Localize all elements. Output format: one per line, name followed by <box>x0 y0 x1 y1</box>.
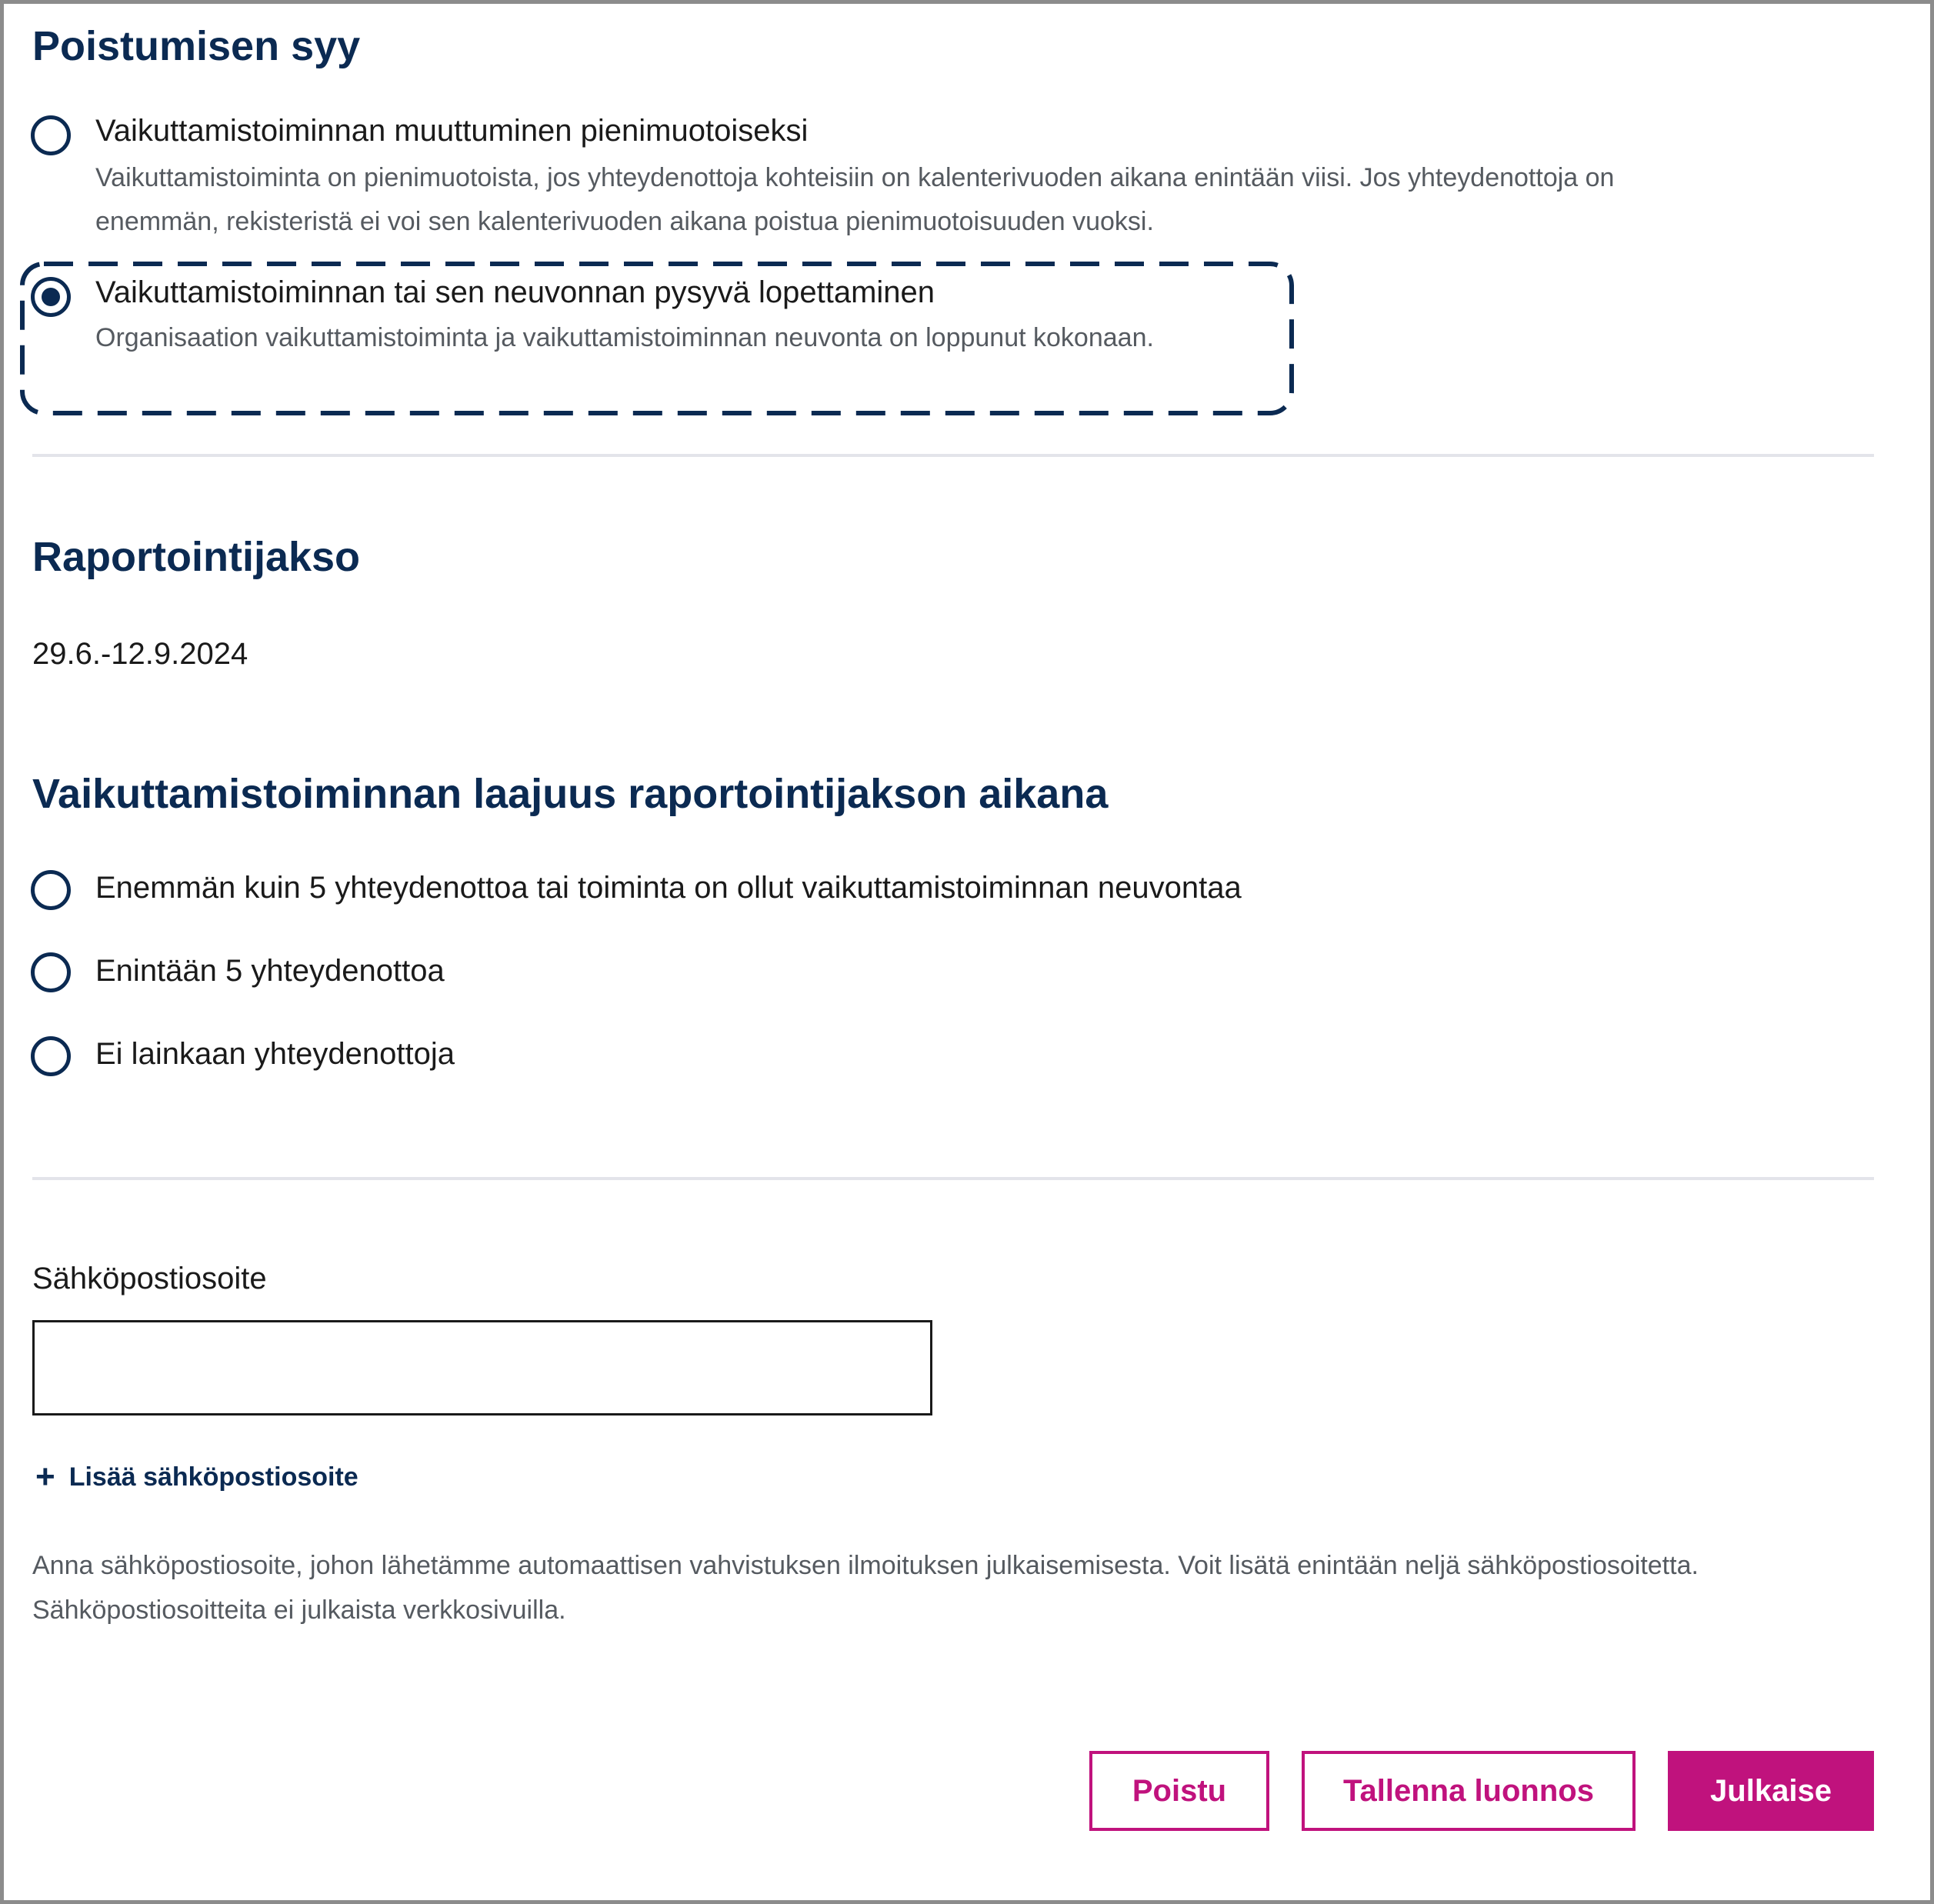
scope-radio-more-than-5[interactable] <box>31 870 71 910</box>
email-field-label: Sähköpostiosoite <box>32 1262 267 1295</box>
exit-reason-option-label[interactable]: Vaikuttamistoiminnan muuttuminen pienimuotoiseksi <box>95 114 809 148</box>
help-line: Anna sähköpostiosoite, johon lähetämme automaattisen vahvistuksen ilmoituksen julkaisemisesta. Voit lisätä enintään neljä sähköpostiosoitetta. <box>32 1551 1699 1580</box>
exit-button[interactable]: Poistu <box>1089 1751 1269 1831</box>
email-help-text <box>32 1543 1894 1632</box>
description-line: Vaikuttamistoiminta on pienimuotoista, jos yhteydenottoja kohteisiin on kalenterivuoden aikana enintään viisi. Jos yhteydenottoja on <box>95 163 1615 192</box>
scope-radio-at-most-5[interactable] <box>31 952 71 992</box>
exit-reason-radio-small-scale[interactable] <box>31 115 71 155</box>
reporting-period-heading: Raportointijakso <box>32 534 361 580</box>
scope-heading: Vaikuttamistoiminnan laajuus raportointijakson aikana <box>32 771 1109 817</box>
scope-option-label[interactable]: Enemmän kuin 5 yhteydenottoa tai toiminta on ollut vaikuttamistoiminnan neuvontaa <box>95 871 1242 905</box>
description-line: Organisaation vaikuttamistoiminta ja vaikuttamistoiminnan neuvonta on loppunut kokonaan. <box>95 323 1154 352</box>
scope-option-label[interactable]: Enintään 5 yhteydenottoa <box>95 954 445 988</box>
save-draft-button[interactable]: Tallenna luonnos <box>1302 1751 1636 1831</box>
description-line: enemmän, rekisteristä ei voi sen kalenterivuoden aikana poistua pienimuotoisuuden vuoksi. <box>95 207 1154 236</box>
exit-reason-radio-permanent-stop[interactable] <box>31 277 71 317</box>
exit-reason-option-description <box>95 316 1788 360</box>
add-email-link[interactable] <box>35 1460 358 1494</box>
reporting-period-value: 29.6.-12.9.2024 <box>32 637 248 671</box>
scope-option-label[interactable]: Ei lainkaan yhteydenottoja <box>95 1037 455 1071</box>
exit-reason-option-label[interactable]: Vaikuttamistoiminnan tai sen neuvonnan pysyvä lopettaminen <box>95 275 935 309</box>
email-input[interactable] <box>32 1320 932 1415</box>
help-line: Sähköpostiosoitteita ei julkaista verkkosivuilla. <box>32 1596 566 1625</box>
scope-radio-none[interactable] <box>31 1036 71 1076</box>
add-email-label: Lisää sähköpostiosoite <box>68 1462 358 1492</box>
plus-icon: + <box>35 1458 55 1496</box>
section-divider <box>32 454 1874 457</box>
section-divider <box>32 1177 1874 1180</box>
exit-reason-option-description <box>95 156 1788 244</box>
publish-button[interactable]: Julkaise <box>1668 1751 1874 1831</box>
exit-reason-heading: Poistumisen syy <box>32 23 361 69</box>
